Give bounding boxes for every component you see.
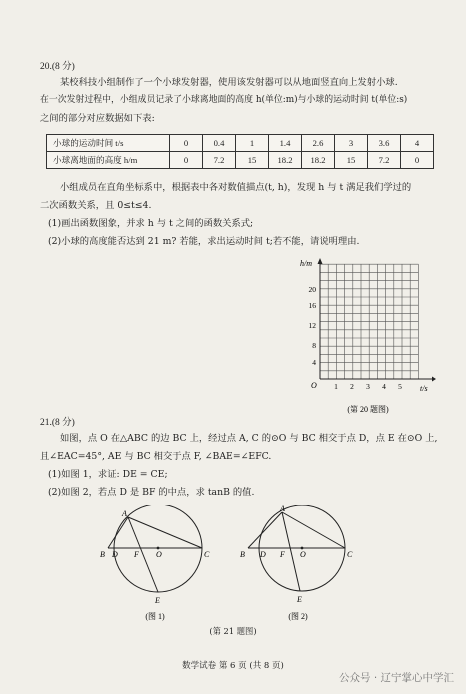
point-label: A	[122, 509, 127, 518]
table-cell: 1.4	[269, 135, 302, 152]
table-cell: 3	[335, 135, 368, 152]
fig2-caption: (图 2)	[288, 612, 308, 621]
x-tick-label: 5	[398, 382, 402, 391]
q21-figure-2	[238, 505, 363, 630]
q20-figure-caption: (第 20 题图)	[347, 405, 389, 414]
table-cell: 1	[236, 135, 269, 152]
table-cell: 0	[170, 135, 203, 152]
y-tick-label: 16	[308, 301, 316, 310]
table-cell: 0	[170, 152, 203, 169]
table-row	[47, 152, 434, 169]
q20-intro-line3: 之间的部分对应数据如下表:	[40, 113, 155, 124]
point-label: C	[204, 550, 210, 559]
point-label: E	[155, 596, 160, 605]
table-cell: 3.6	[368, 135, 401, 152]
q20-part2: (2)小球的高度能否达到 21 m? 若能，求出运动时间 t;若不能，请说明理由.	[48, 236, 360, 247]
table-cell: 0	[401, 152, 434, 169]
q21-part2: (2)如图 2，若点 D 是 BF 的中点，求 tanB 的值.	[48, 487, 255, 498]
x-tick-label: 1	[334, 382, 338, 391]
segment-ac	[282, 512, 345, 548]
point-label: O	[156, 550, 162, 559]
q21-figure-caption: (第 21 题图)	[209, 626, 257, 636]
q20-para2-line2: 二次函数关系，且 0≤t≤4.	[40, 200, 152, 211]
table-cell: 7.2	[368, 152, 401, 169]
point-label: D	[260, 550, 266, 559]
q21-part1: (1)如图 1，求证: DE = CE;	[48, 469, 168, 480]
point-label: D	[112, 550, 118, 559]
y-axis-label: h/m	[300, 259, 312, 268]
q21-line1: 如图，点 O 在△ABC 的边 BC 上，经过点 A, C 的⊙O 与 BC 相交于点 D，点 E 在⊙O 上,	[60, 433, 438, 444]
table-cell: 4	[401, 135, 434, 152]
q21-figure-1	[95, 505, 220, 630]
q20-para2-line1: 小组成员在直角坐标系中，根据表中各对数值描点(t, h)，发现 h 与 t 满足我们学过的	[60, 182, 412, 193]
y-tick-label: 12	[308, 321, 316, 330]
x-tick-label: 2	[350, 382, 354, 391]
segment-ab	[108, 517, 128, 548]
x-tick-label: 4	[382, 382, 386, 391]
q20-number: 20.(8 分)	[40, 62, 75, 72]
point-label: F	[280, 550, 285, 559]
x-axis-label: t/s	[420, 384, 428, 393]
graph-grid	[320, 264, 418, 379]
segment-ae	[128, 517, 158, 592]
point-label: B	[100, 550, 105, 559]
point-label: E	[297, 595, 302, 604]
watermark: 公众号 · 辽宁掌心中学汇	[338, 672, 454, 684]
table-cell: 15	[236, 152, 269, 169]
table-row-label: 小球的运动时间 t/s	[47, 135, 170, 152]
q20-graph	[286, 255, 436, 417]
page-footer: 数学试卷 第 6 页 (共 8 页)	[182, 661, 284, 671]
fig1-caption: (图 1)	[145, 612, 165, 621]
segment-ac	[128, 517, 202, 548]
origin-label: O	[311, 381, 317, 390]
q21-number: 21.(8 分)	[40, 418, 75, 428]
center-point	[301, 547, 304, 550]
table-row-label: 小球离地面的高度 h/m	[47, 152, 170, 169]
point-label: A	[280, 505, 285, 513]
x-tick-label: 3	[366, 382, 370, 391]
q21-line2: 且∠EAC=45°, AE 与 BC 相交于点 F, ∠BAE=∠EFC.	[40, 451, 272, 462]
y-tick-label: 20	[308, 285, 316, 294]
y-axis-arrow-icon	[318, 258, 323, 264]
table-cell: 18.2	[269, 152, 302, 169]
y-tick-label: 4	[312, 358, 316, 367]
point-label: C	[347, 550, 353, 559]
point-label: F	[134, 550, 139, 559]
q20-data-table	[46, 134, 434, 169]
table-cell: 15	[335, 152, 368, 169]
table-cell: 18.2	[302, 152, 335, 169]
table-row	[47, 135, 434, 152]
table-cell: 0.4	[203, 135, 236, 152]
point-label: B	[240, 550, 245, 559]
y-tick-label: 8	[312, 341, 316, 350]
center-point	[157, 547, 160, 550]
table-cell: 7.2	[203, 152, 236, 169]
q20-intro-line1: 某校科技小组制作了一个小球发射器，使用该发射器可以从地面竖直向上发射小球.	[60, 77, 398, 88]
point-label: O	[300, 550, 306, 559]
q20-intro-line2: 在一次发射过程中，小组成员记录了小球离地面的高度 h(单位:m)与小球的运动时间 t(单位:s)	[40, 95, 408, 105]
table-cell: 2.6	[302, 135, 335, 152]
segment-ab	[248, 512, 282, 548]
x-axis-arrow-icon	[432, 377, 436, 382]
q20-part1: (1)画出函数图象，并求 h 与 t 之间的函数关系式;	[48, 218, 254, 229]
